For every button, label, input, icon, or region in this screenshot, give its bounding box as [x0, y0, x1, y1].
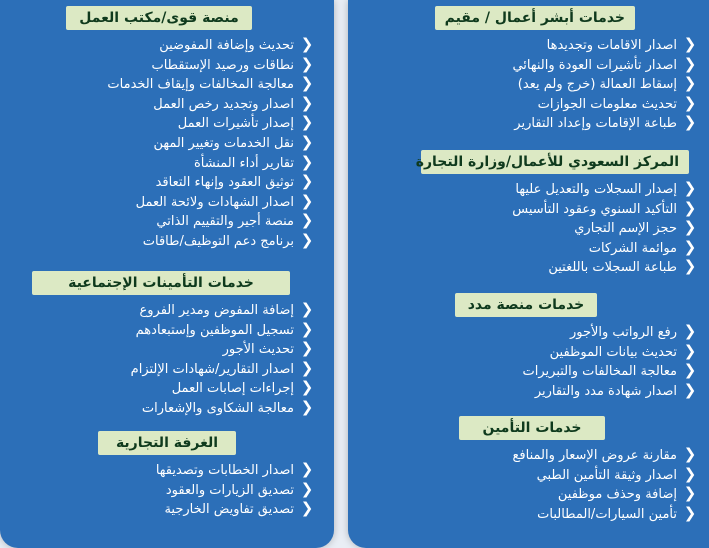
service-label: إصدار السجلات والتعديل عليها	[515, 182, 677, 197]
service-label: موائمة الشركات	[588, 240, 677, 256]
chevron-left-icon: ❮	[300, 93, 314, 112]
service-list-item[interactable]	[512, 198, 703, 218]
section-header: المركز السعودي للأعمال/وزارة التجارة	[421, 150, 689, 174]
service-label: تقارير أداء المنشأة	[194, 155, 294, 171]
service-list-item[interactable]	[548, 256, 703, 276]
chevron-left-icon: ❮	[683, 361, 697, 380]
service-label: تحديث وإضافة المفوضين	[159, 38, 294, 53]
section-header: خدمات أبشر أعمال / مقيم	[435, 6, 635, 30]
chevron-left-icon: ❮	[683, 218, 697, 237]
chevron-left-icon: ❮	[683, 257, 697, 276]
service-label: اصدار الخطابات وتصديقها	[155, 463, 294, 478]
section-header: خدمات منصة مدد	[455, 293, 597, 317]
chevron-left-icon: ❮	[683, 503, 697, 522]
service-label: اصدار تأشيرات العودة والنهائي	[512, 57, 677, 73]
section-header: الغرفة التجارية	[98, 431, 236, 455]
service-label: طباعة السجلات باللغتين	[548, 260, 677, 276]
service-label: اصدار وتجديد رخص العمل	[153, 96, 294, 112]
chevron-left-icon: ❮	[300, 231, 314, 249]
service-label: تحديث الأجور	[222, 342, 294, 358]
service-list-item[interactable]	[518, 73, 703, 93]
service-list-item[interactable]	[550, 341, 703, 361]
chevron-left-icon: ❮	[300, 358, 314, 377]
service-list-item[interactable]	[151, 54, 320, 74]
chevron-left-icon: ❮	[683, 237, 697, 256]
chevron-left-icon: ❮	[300, 113, 314, 132]
service-list-item[interactable]	[515, 178, 703, 198]
chevron-left-icon: ❮	[683, 341, 697, 360]
service-label: معالجة المخالفات والتبريرات	[522, 364, 677, 380]
service-list-item[interactable]	[156, 459, 320, 479]
service-label: إسقاط العمالة (خرج ولم يعد)	[517, 77, 677, 93]
service-list-item[interactable]	[570, 321, 703, 341]
chevron-left-icon: ❮	[300, 398, 314, 416]
chevron-left-icon: ❮	[300, 152, 314, 171]
service-list-item[interactable]	[159, 34, 320, 54]
service-list-item[interactable]	[512, 54, 703, 74]
service-label: معالجة المخالفات وإيقاف الخدمات	[107, 77, 294, 93]
section-header: منصة قوى/مكتب العمل	[66, 6, 252, 30]
service-list-item[interactable]	[535, 380, 703, 400]
service-list-item[interactable]	[166, 479, 320, 499]
chevron-left-icon: ❮	[300, 74, 314, 93]
service-label: إصدار تأشيرات العمل	[177, 116, 294, 132]
service-list-item[interactable]	[513, 444, 704, 464]
service-label: تحديث بيانات الموظفين	[549, 344, 677, 360]
service-label: منصة أجير والتقييم الذاتي	[156, 214, 294, 230]
service-label: اصدار وثيقة التأمين الطبي	[536, 467, 677, 483]
service-label: اصدار الشهادات ولائحة العمل	[135, 194, 294, 210]
service-list-item[interactable]	[136, 319, 320, 339]
chevron-left-icon: ❮	[683, 179, 697, 197]
service-label: نطاقات ورصيد الإستقطاب	[151, 57, 294, 73]
service-list-item[interactable]	[523, 360, 703, 380]
service-list-item[interactable]	[558, 483, 703, 503]
chevron-left-icon: ❮	[683, 380, 697, 399]
service-list-item[interactable]	[589, 237, 703, 257]
service-label: تحديث معلومات الجوازات	[537, 96, 677, 112]
service-label: إضافة المفوض ومدير الفروع	[139, 303, 294, 318]
chevron-left-icon: ❮	[300, 211, 314, 230]
chevron-left-icon: ❮	[683, 74, 697, 93]
service-list-item[interactable]	[537, 503, 703, 523]
service-list-item[interactable]	[514, 112, 703, 132]
chevron-left-icon: ❮	[683, 464, 697, 483]
section-header: خدمات التأمينات الإجتماعية	[32, 271, 290, 295]
left-services-panel	[0, 0, 334, 548]
chevron-left-icon: ❮	[300, 133, 314, 151]
service-label: تصديق الزيارات والعقود	[165, 482, 294, 498]
service-label: اصدار التقارير/شهادات الإلتزام	[130, 361, 294, 377]
service-label: مقارنة عروض الإسعار والمنافع	[512, 448, 677, 463]
service-list-item[interactable]	[136, 191, 320, 211]
service-label: تسجيل الموظفين وإستبعادهم	[135, 322, 294, 338]
service-label: نقل الخدمات وتغيير المهن	[153, 136, 294, 151]
service-label: طباعة الإقامات وإعداد التقارير	[514, 116, 677, 132]
service-list-item[interactable]	[164, 498, 320, 518]
service-list-item[interactable]	[178, 112, 320, 132]
chevron-left-icon: ❮	[683, 198, 697, 217]
service-label: التأكيد السنوي وعقود التأسيس	[512, 201, 677, 217]
section-header: خدمات التأمين	[459, 416, 605, 440]
chevron-left-icon: ❮	[300, 54, 314, 73]
chevron-left-icon: ❮	[300, 191, 314, 210]
service-label: اصدار شهادة مدد والتقارير	[534, 383, 677, 399]
service-label: تصديق تفاويض الخارجية	[164, 502, 294, 518]
chevron-left-icon: ❮	[683, 54, 697, 73]
service-list-item[interactable]	[139, 299, 320, 319]
service-list-item[interactable]	[153, 132, 320, 152]
service-list-item[interactable]	[194, 152, 320, 172]
service-list-item[interactable]	[142, 397, 320, 417]
chevron-left-icon: ❮	[683, 484, 697, 503]
service-label: برنامج دعم التوظيف/طاقات	[142, 234, 294, 249]
chevron-left-icon: ❮	[683, 35, 697, 53]
service-label: معالجة الشكاوى والإشعارات	[141, 401, 294, 416]
service-label: إضافة وحذف موظفين	[557, 487, 677, 503]
service-label: رفع الرواتب والأجور	[569, 325, 677, 340]
service-list-item[interactable]	[153, 93, 320, 113]
service-label: توثيق العقود وإنهاء التعاقد	[155, 175, 294, 191]
service-list-item[interactable]	[107, 73, 320, 93]
service-list-item[interactable]	[156, 171, 320, 191]
service-list-item[interactable]	[156, 210, 320, 230]
service-label: إجراءات إصابات العمل	[171, 381, 294, 397]
chevron-left-icon: ❮	[683, 322, 697, 340]
service-list-item[interactable]	[172, 377, 320, 397]
chevron-left-icon: ❮	[300, 172, 314, 191]
service-list-item[interactable]	[547, 34, 703, 54]
service-list-item[interactable]	[143, 230, 320, 250]
chevron-left-icon: ❮	[300, 319, 314, 338]
service-list-item[interactable]	[223, 338, 320, 358]
chevron-left-icon: ❮	[300, 479, 314, 498]
chevron-left-icon: ❮	[300, 300, 314, 318]
chevron-left-icon: ❮	[683, 93, 697, 112]
service-list-item[interactable]	[574, 217, 703, 237]
chevron-left-icon: ❮	[300, 35, 314, 53]
chevron-left-icon: ❮	[300, 499, 314, 518]
service-label: حجز الإسم التجاري	[574, 221, 677, 237]
service-list-item[interactable]	[538, 93, 703, 113]
chevron-left-icon: ❮	[300, 460, 314, 478]
service-list-item[interactable]	[537, 464, 703, 484]
chevron-left-icon: ❮	[683, 445, 697, 463]
chevron-left-icon: ❮	[683, 113, 697, 132]
service-label: تأمين السيارات/المطالبات	[537, 506, 677, 522]
right-services-panel	[348, 0, 709, 548]
service-label: اصدار الاقامات وتجديدها	[546, 38, 677, 53]
chevron-left-icon: ❮	[300, 339, 314, 358]
service-list-item[interactable]	[131, 358, 320, 378]
chevron-left-icon: ❮	[300, 378, 314, 397]
